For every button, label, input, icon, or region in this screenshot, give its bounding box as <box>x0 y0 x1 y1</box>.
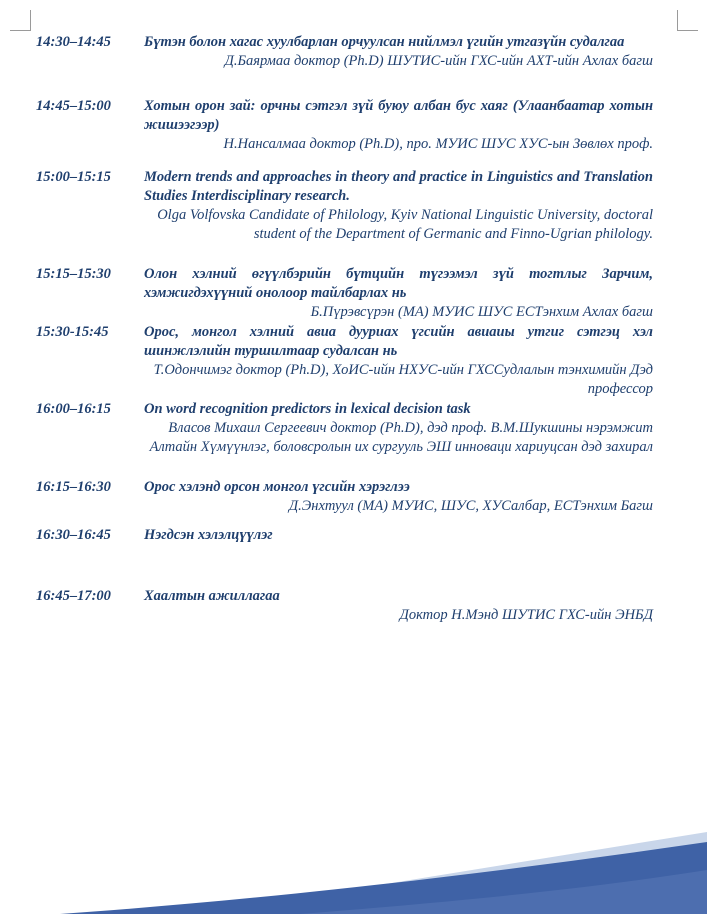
entry-speaker: Власов Михаил Сергеевич доктор (Ph.D), дэд проф. В.М.Шукшины нэрэмжит Алтайн Хүмүүнлэг, боловсролын их сургууль ЭШ инноваци хариуцсан дэд захирал <box>149 420 653 455</box>
entry-time: 14:30–14:45 <box>36 34 111 50</box>
footer-wave-decoration <box>0 830 707 914</box>
entry-speaker: Доктор Н.Мэнд ШУТИС ГХС-ийн ЭНБД <box>399 607 653 623</box>
entry-title: Хаалтын ажиллагаа <box>144 588 280 604</box>
entry-speaker: Б.Пүрэвсүрэн (МА) МУИС ШУС ЕСТэнхим Ахлах багш <box>310 304 653 320</box>
entry-time: 15:30-15:45 <box>36 324 109 340</box>
entry-time: 15:15–15:30 <box>36 266 111 282</box>
schedule-entry <box>36 478 653 516</box>
schedule-entry <box>36 400 653 457</box>
entry-speaker: Д.Баярмаа доктор (Ph.D) ШУТИС-ийн ГХС-ийн АХТ-ийн Ахлах багш <box>224 53 653 69</box>
entry-speaker: Н.Нансалмаа доктор (Ph.D), про. МУИС ШУС ХУС-ын Зөвлөх проф. <box>223 136 653 152</box>
entry-title: Олон хэлний өгүүлбэрийн бүтцийн түгээмэл зүй тогтлыг Зарчим, хэмжигдэхүүний онолоор тайлбарлах нь <box>144 266 653 301</box>
entry-title: Modern trends and approaches in theory and practice in Linguistics and Translation Studies Interdisciplinary research. <box>144 169 653 204</box>
entry-title: Хотын орон зай: орчны сэтгэл зүй буюу албан бус хаяг (Улаанбаатар хотын жишээгээр) <box>144 98 653 133</box>
schedule-entry <box>36 265 653 322</box>
entry-title: On word recognition predictors in lexical decision task <box>144 401 471 417</box>
schedule-entry <box>36 323 653 399</box>
entry-time: 15:00–15:15 <box>36 169 111 185</box>
entry-speaker: Т.Одончимэг доктор (Ph.D), ХоИС-ийн НХУС-ийн ГХССудлалын тэнхимийн Дэд профессор <box>153 362 653 397</box>
entry-title: Бүтэн болон хагас хуулбарлан орчуулсан нийлмэл үгийн утгазүйн судалгаа <box>144 34 625 50</box>
entry-time: 16:45–17:00 <box>36 588 111 604</box>
entry-title: Нэгдсэн хэлэлцүүлэг <box>144 527 273 543</box>
schedule-entry <box>36 33 653 71</box>
schedule-entry <box>36 97 653 154</box>
entry-time: 16:30–16:45 <box>36 527 111 543</box>
schedule-entry <box>36 587 653 625</box>
entry-title: Орос хэлэнд орсон монгол үгсийн хэрэглээ <box>144 479 410 495</box>
entry-time: 16:00–16:15 <box>36 401 111 417</box>
corner-mark-top-left <box>10 10 31 31</box>
corner-mark-top-right <box>677 10 698 31</box>
entry-time: 16:15–16:30 <box>36 479 111 495</box>
schedule-entry <box>36 526 653 545</box>
entry-time: 14:45–15:00 <box>36 98 111 114</box>
entry-speaker: Д.Энхтуул (МА) МУИС, ШУС, ХУСалбар, ЕСТэнхим Багш <box>288 498 653 514</box>
entry-title: Орос, монгол хэлний авиа дууриах үгсийн авиаиы утгиг сэтгэц хэл шинжлэлийн туршилтаар судалсан нь <box>144 324 653 359</box>
entry-speaker: Olga Volfovska Candidate of Philology, Kyiv National Linguistic University, doctoral student of the Department of Germanic and Finno-Ugrian philology. <box>157 207 653 242</box>
schedule-entry <box>36 168 653 244</box>
